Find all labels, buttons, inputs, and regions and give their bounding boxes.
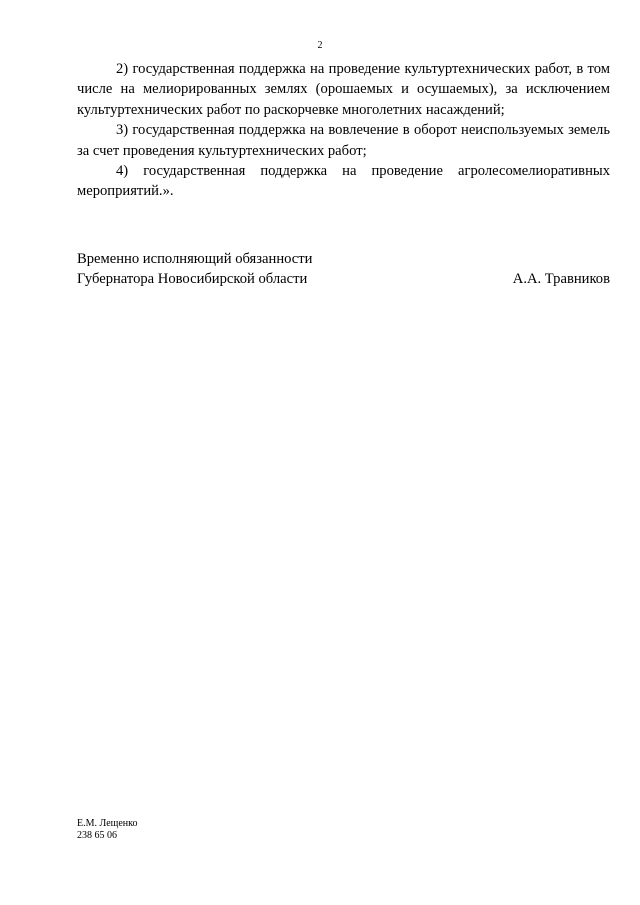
document-body [77, 59, 610, 202]
paragraph-item-4: 4) государственная поддержка на проведение агролесомелиоративных мероприятий.». [77, 163, 610, 200]
paragraph-item-2: 2) государственная поддержка на проведение культуртехнических работ, в том числе на мелиорированных землях (орошаемых и осушаемых), за исключением культуртехнических работ по раскорчевке многолетних насаждений; [77, 61, 610, 118]
signature-position-line-1: Временно исполняющий обязанности [77, 251, 313, 267]
executor-block [77, 818, 138, 842]
signature-position-title: Губернатора Новосибирской области [77, 271, 308, 287]
signatory-name: А.А. Травников [512, 271, 610, 287]
page-number: 2 [317, 40, 323, 51]
executor-phone: 238 65 06 [77, 830, 117, 841]
executor-name: Е.М. Лещенко [77, 818, 138, 829]
signature-block [77, 249, 610, 289]
paragraph-item-3: 3) государственная поддержка на вовлечение в оборот неиспользуемых земель за счет проведения культуртехнических работ; [77, 122, 610, 159]
signature-position-line-2 [77, 269, 610, 289]
